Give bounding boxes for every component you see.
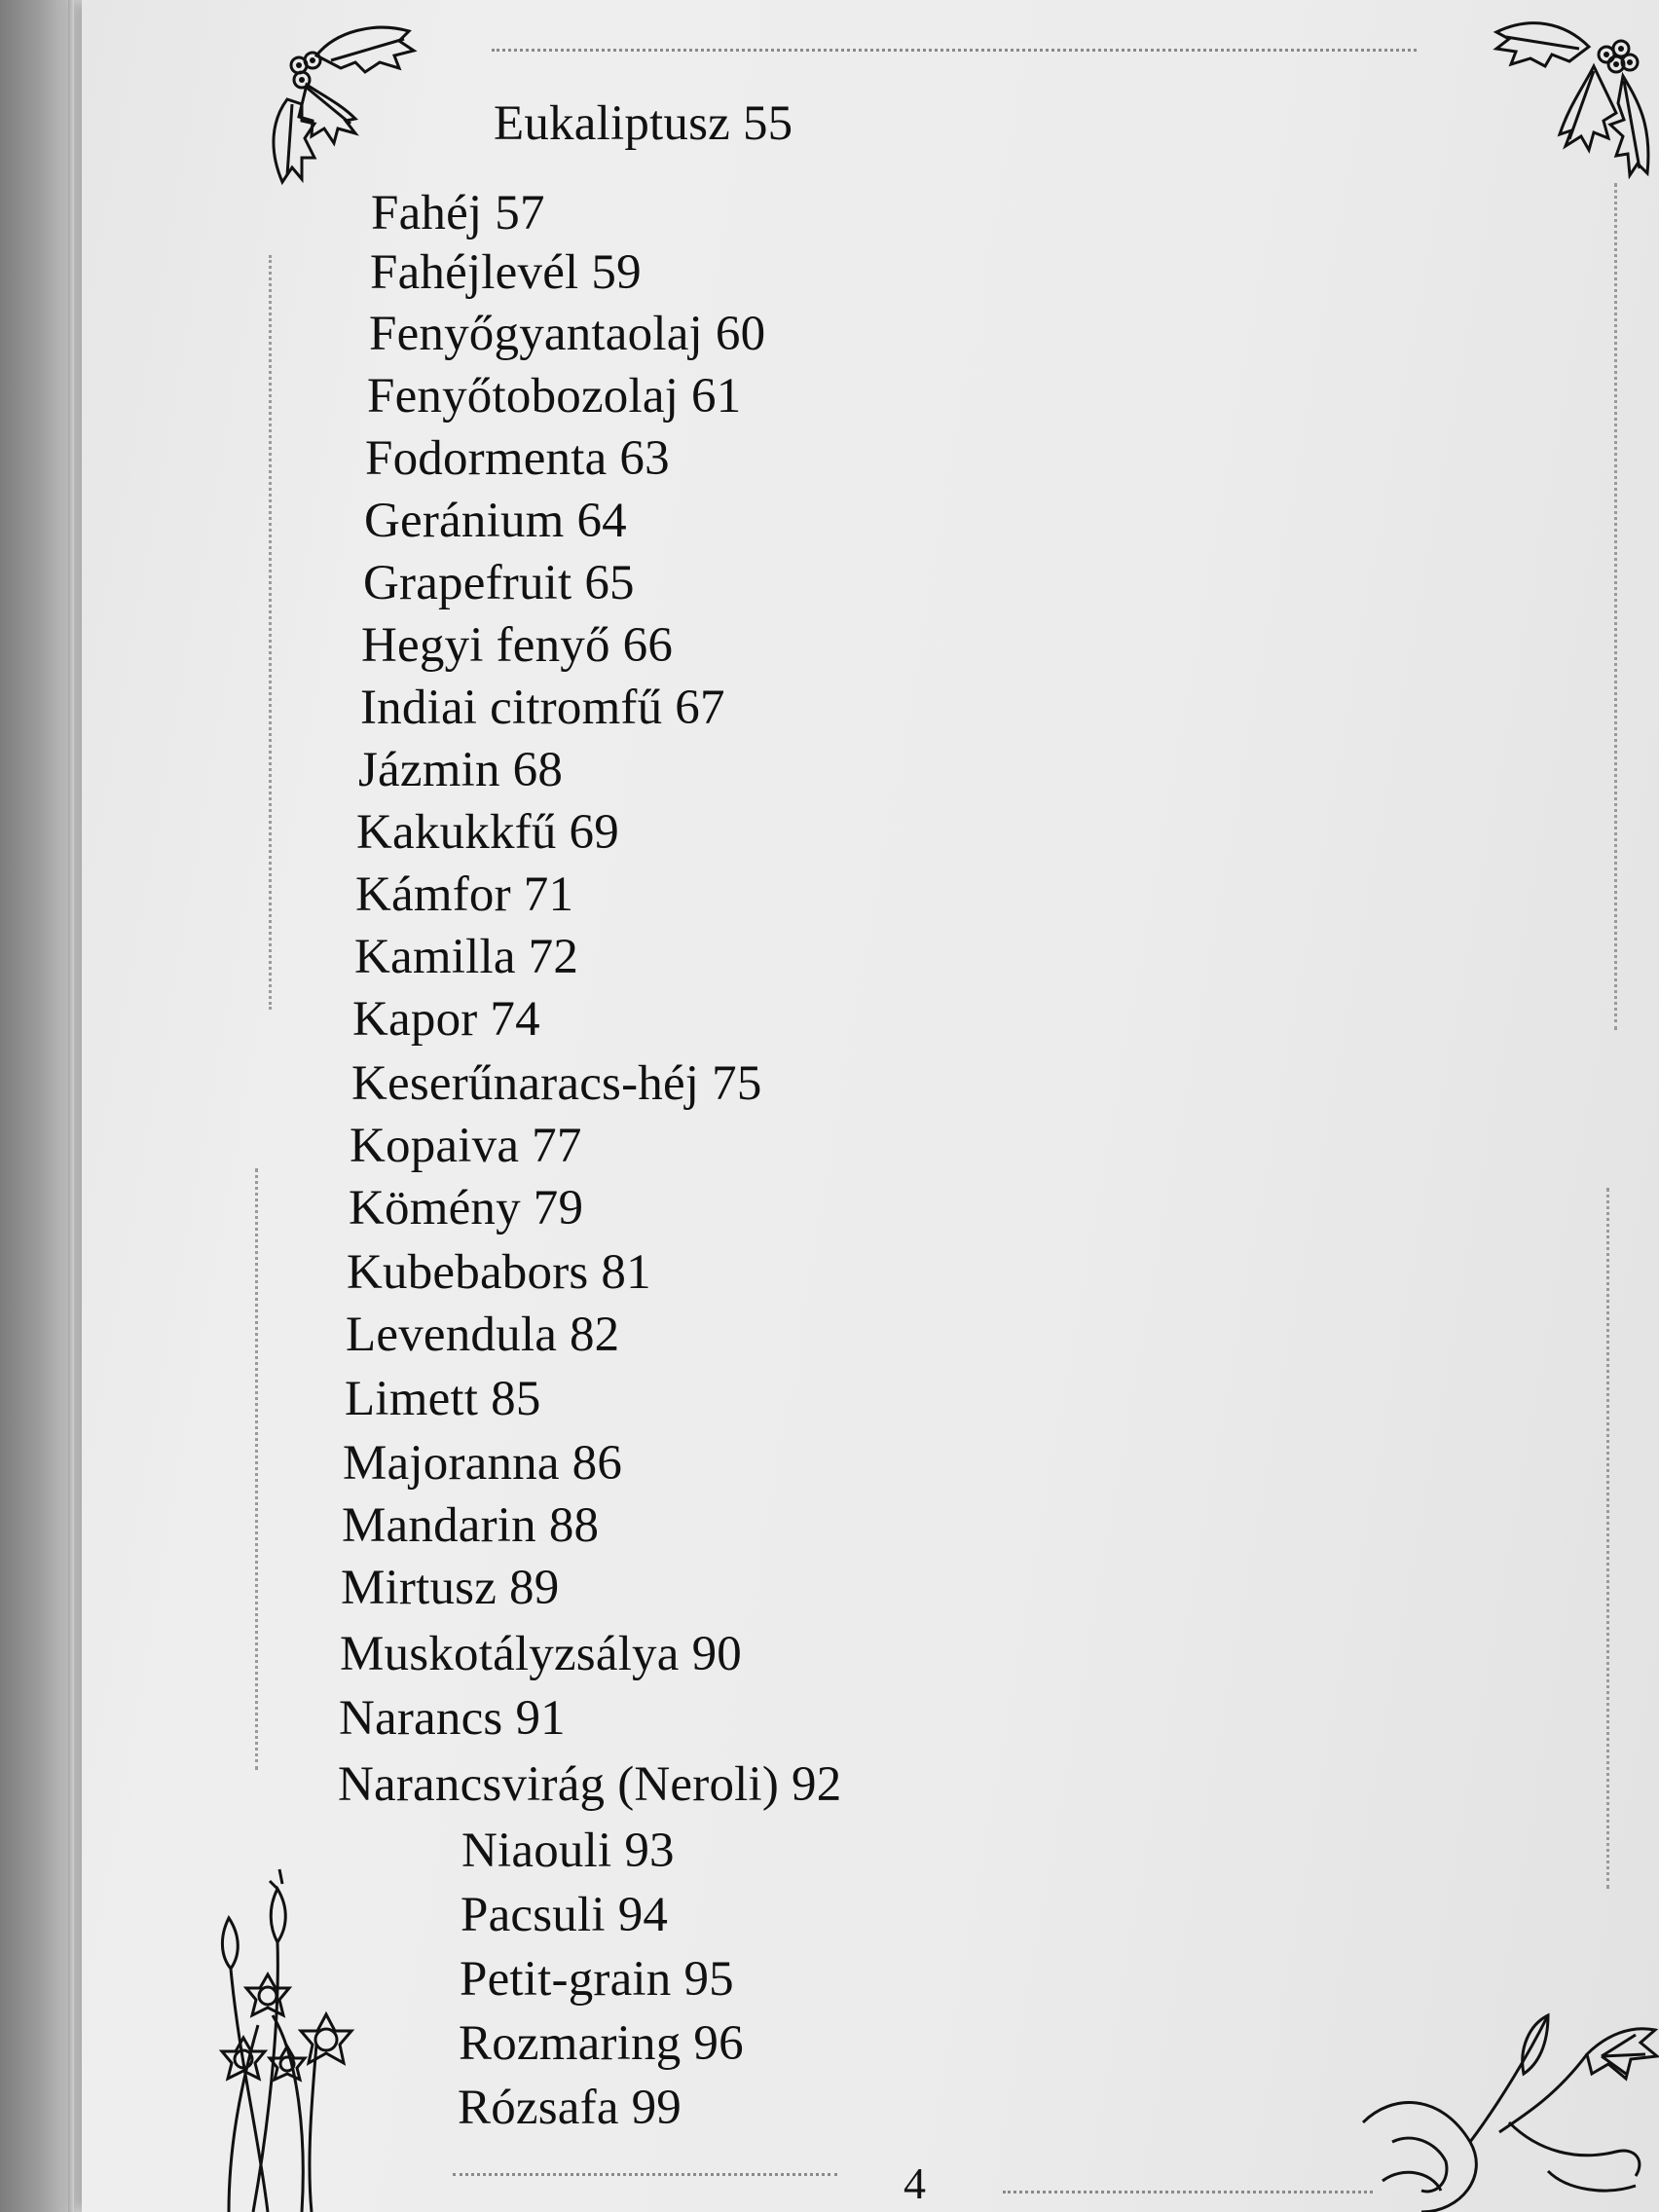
- entry-page: 61: [691, 369, 742, 424]
- entry-name: Indiai citromfű: [360, 681, 663, 735]
- entry-page: 77: [532, 1119, 582, 1173]
- entry-page: 63: [619, 431, 670, 486]
- index-entry: [358, 743, 564, 797]
- entry-page: 65: [584, 556, 635, 610]
- right-rule-lower: [1606, 1188, 1609, 1889]
- index-entry: [360, 683, 725, 733]
- entry-name: Pacsuli: [461, 1888, 606, 1942]
- lily-icon: [1353, 1996, 1659, 2212]
- page-number: 4: [903, 2158, 926, 2208]
- entry-page: 55: [742, 96, 793, 151]
- index-entry: [361, 618, 674, 673]
- entry-page: 95: [683, 1952, 734, 2007]
- entry-name: Levendula: [346, 1308, 558, 1362]
- entry-page: 60: [715, 307, 766, 361]
- entry-name: Kömény: [349, 1181, 521, 1235]
- index-entry: [369, 307, 766, 361]
- entry-name: Grapefruit: [363, 556, 572, 610]
- index-entry: [347, 1245, 651, 1300]
- entry-name: Kubebabors: [347, 1245, 589, 1300]
- entry-name: Narancsvirág (Neroli): [338, 1757, 780, 1812]
- entry-page: 85: [491, 1372, 541, 1426]
- index-entry: [494, 96, 793, 151]
- entry-name: Kakukkfű: [356, 805, 557, 860]
- entry-name: Majoranna: [343, 1436, 560, 1491]
- index-entry: [342, 1498, 600, 1553]
- entry-page: 81: [601, 1245, 651, 1300]
- index-entry: [364, 494, 627, 548]
- entry-name: Muskotályzsálya: [340, 1627, 680, 1681]
- entry-name: Fodormenta: [365, 431, 608, 486]
- entry-page: 67: [675, 681, 725, 735]
- index-entry: [365, 431, 670, 486]
- entry-name: Kámfor: [355, 867, 511, 922]
- entry-name: Limett: [345, 1372, 479, 1426]
- entry-page: 74: [490, 992, 540, 1047]
- entry-name: Eukaliptusz: [494, 96, 730, 151]
- entry-name: Fahéj: [371, 186, 483, 240]
- entry-page: 94: [617, 1888, 669, 1942]
- index-entry: [356, 805, 619, 860]
- entry-page: 69: [569, 805, 619, 860]
- entry-name: Petit-grain: [460, 1952, 672, 2007]
- index-entry: [458, 2083, 682, 2133]
- entry-name: Mirtusz: [341, 1561, 498, 1615]
- entry-name: Niaouli: [461, 1824, 612, 1878]
- index-entry: [351, 1056, 762, 1111]
- entry-page: 90: [691, 1627, 742, 1681]
- entry-page: 99: [631, 2081, 682, 2135]
- index-entry: [371, 186, 545, 240]
- entry-page: 64: [576, 494, 627, 548]
- index-entry: [343, 1436, 623, 1491]
- index-entry: [459, 2016, 744, 2071]
- entry-name: Kamilla: [354, 930, 516, 984]
- entry-page: 89: [509, 1561, 560, 1615]
- index-entry: [341, 1561, 560, 1615]
- entry-name: Geránium: [364, 494, 565, 548]
- top-rule: [492, 49, 1417, 52]
- entry-page: 66: [622, 618, 674, 673]
- entry-name: Jázmin: [358, 743, 500, 797]
- left-rule-upper: [269, 255, 272, 1010]
- entry-name: Rózsafa: [458, 2081, 619, 2135]
- index-entry: [461, 1888, 669, 1942]
- entry-page: 96: [693, 2016, 744, 2071]
- entry-page: 59: [591, 245, 642, 300]
- index-entry: [355, 867, 574, 922]
- bottom-rule-right: [1003, 2191, 1373, 2194]
- entry-page: 82: [569, 1308, 620, 1362]
- entry-name: Narancs: [339, 1691, 503, 1746]
- entry-name: Kapor: [352, 992, 478, 1047]
- index-entry: [346, 1310, 619, 1360]
- right-rule-upper: [1614, 183, 1617, 1030]
- index-entry: [350, 1119, 582, 1173]
- index-entry: [354, 930, 579, 984]
- index-entry: [339, 1691, 566, 1746]
- entry-page: 86: [571, 1436, 623, 1491]
- holly-icon: [248, 12, 424, 187]
- entry-page: 88: [548, 1498, 600, 1553]
- entry-page: 72: [528, 930, 579, 984]
- index-entry: [340, 1627, 742, 1681]
- entry-page: 71: [523, 867, 574, 922]
- left-rule-lower: [255, 1168, 258, 1770]
- entry-name: Rozmaring: [459, 2016, 682, 2071]
- entry-page: 57: [495, 186, 545, 240]
- daffodil-icon: [200, 1860, 394, 2212]
- entry-page: 91: [515, 1691, 566, 1746]
- entry-page: 92: [792, 1757, 842, 1812]
- index-entry: [370, 245, 642, 300]
- page-binding-edge: [68, 0, 74, 2212]
- entry-page: 79: [533, 1181, 584, 1235]
- entry-page: 93: [624, 1824, 675, 1878]
- index-entry: [349, 1181, 584, 1235]
- bottom-rule-left: [453, 2173, 837, 2176]
- index-entry: [352, 992, 540, 1047]
- entry-name: Fenyőtobozolaj: [367, 369, 680, 424]
- entry-name: Hegyi fenyő: [361, 618, 610, 673]
- entry-page: 75: [712, 1056, 762, 1111]
- index-entry: [461, 1826, 675, 1876]
- entry-name: Fenyőgyantaolaj: [369, 307, 703, 361]
- index-entry: [345, 1372, 541, 1426]
- holly-icon: [1492, 8, 1659, 183]
- entry-name: Fahéjlevél: [370, 245, 579, 300]
- index-entry: [460, 1952, 734, 2007]
- index-entry: [363, 556, 635, 610]
- index-entry: [367, 369, 742, 424]
- entry-name: Keserűnaracs-héj: [351, 1056, 700, 1111]
- index-entry: [338, 1757, 842, 1812]
- entry-name: Mandarin: [342, 1498, 536, 1553]
- entry-name: Kopaiva: [350, 1119, 520, 1173]
- entry-page: 68: [512, 743, 564, 797]
